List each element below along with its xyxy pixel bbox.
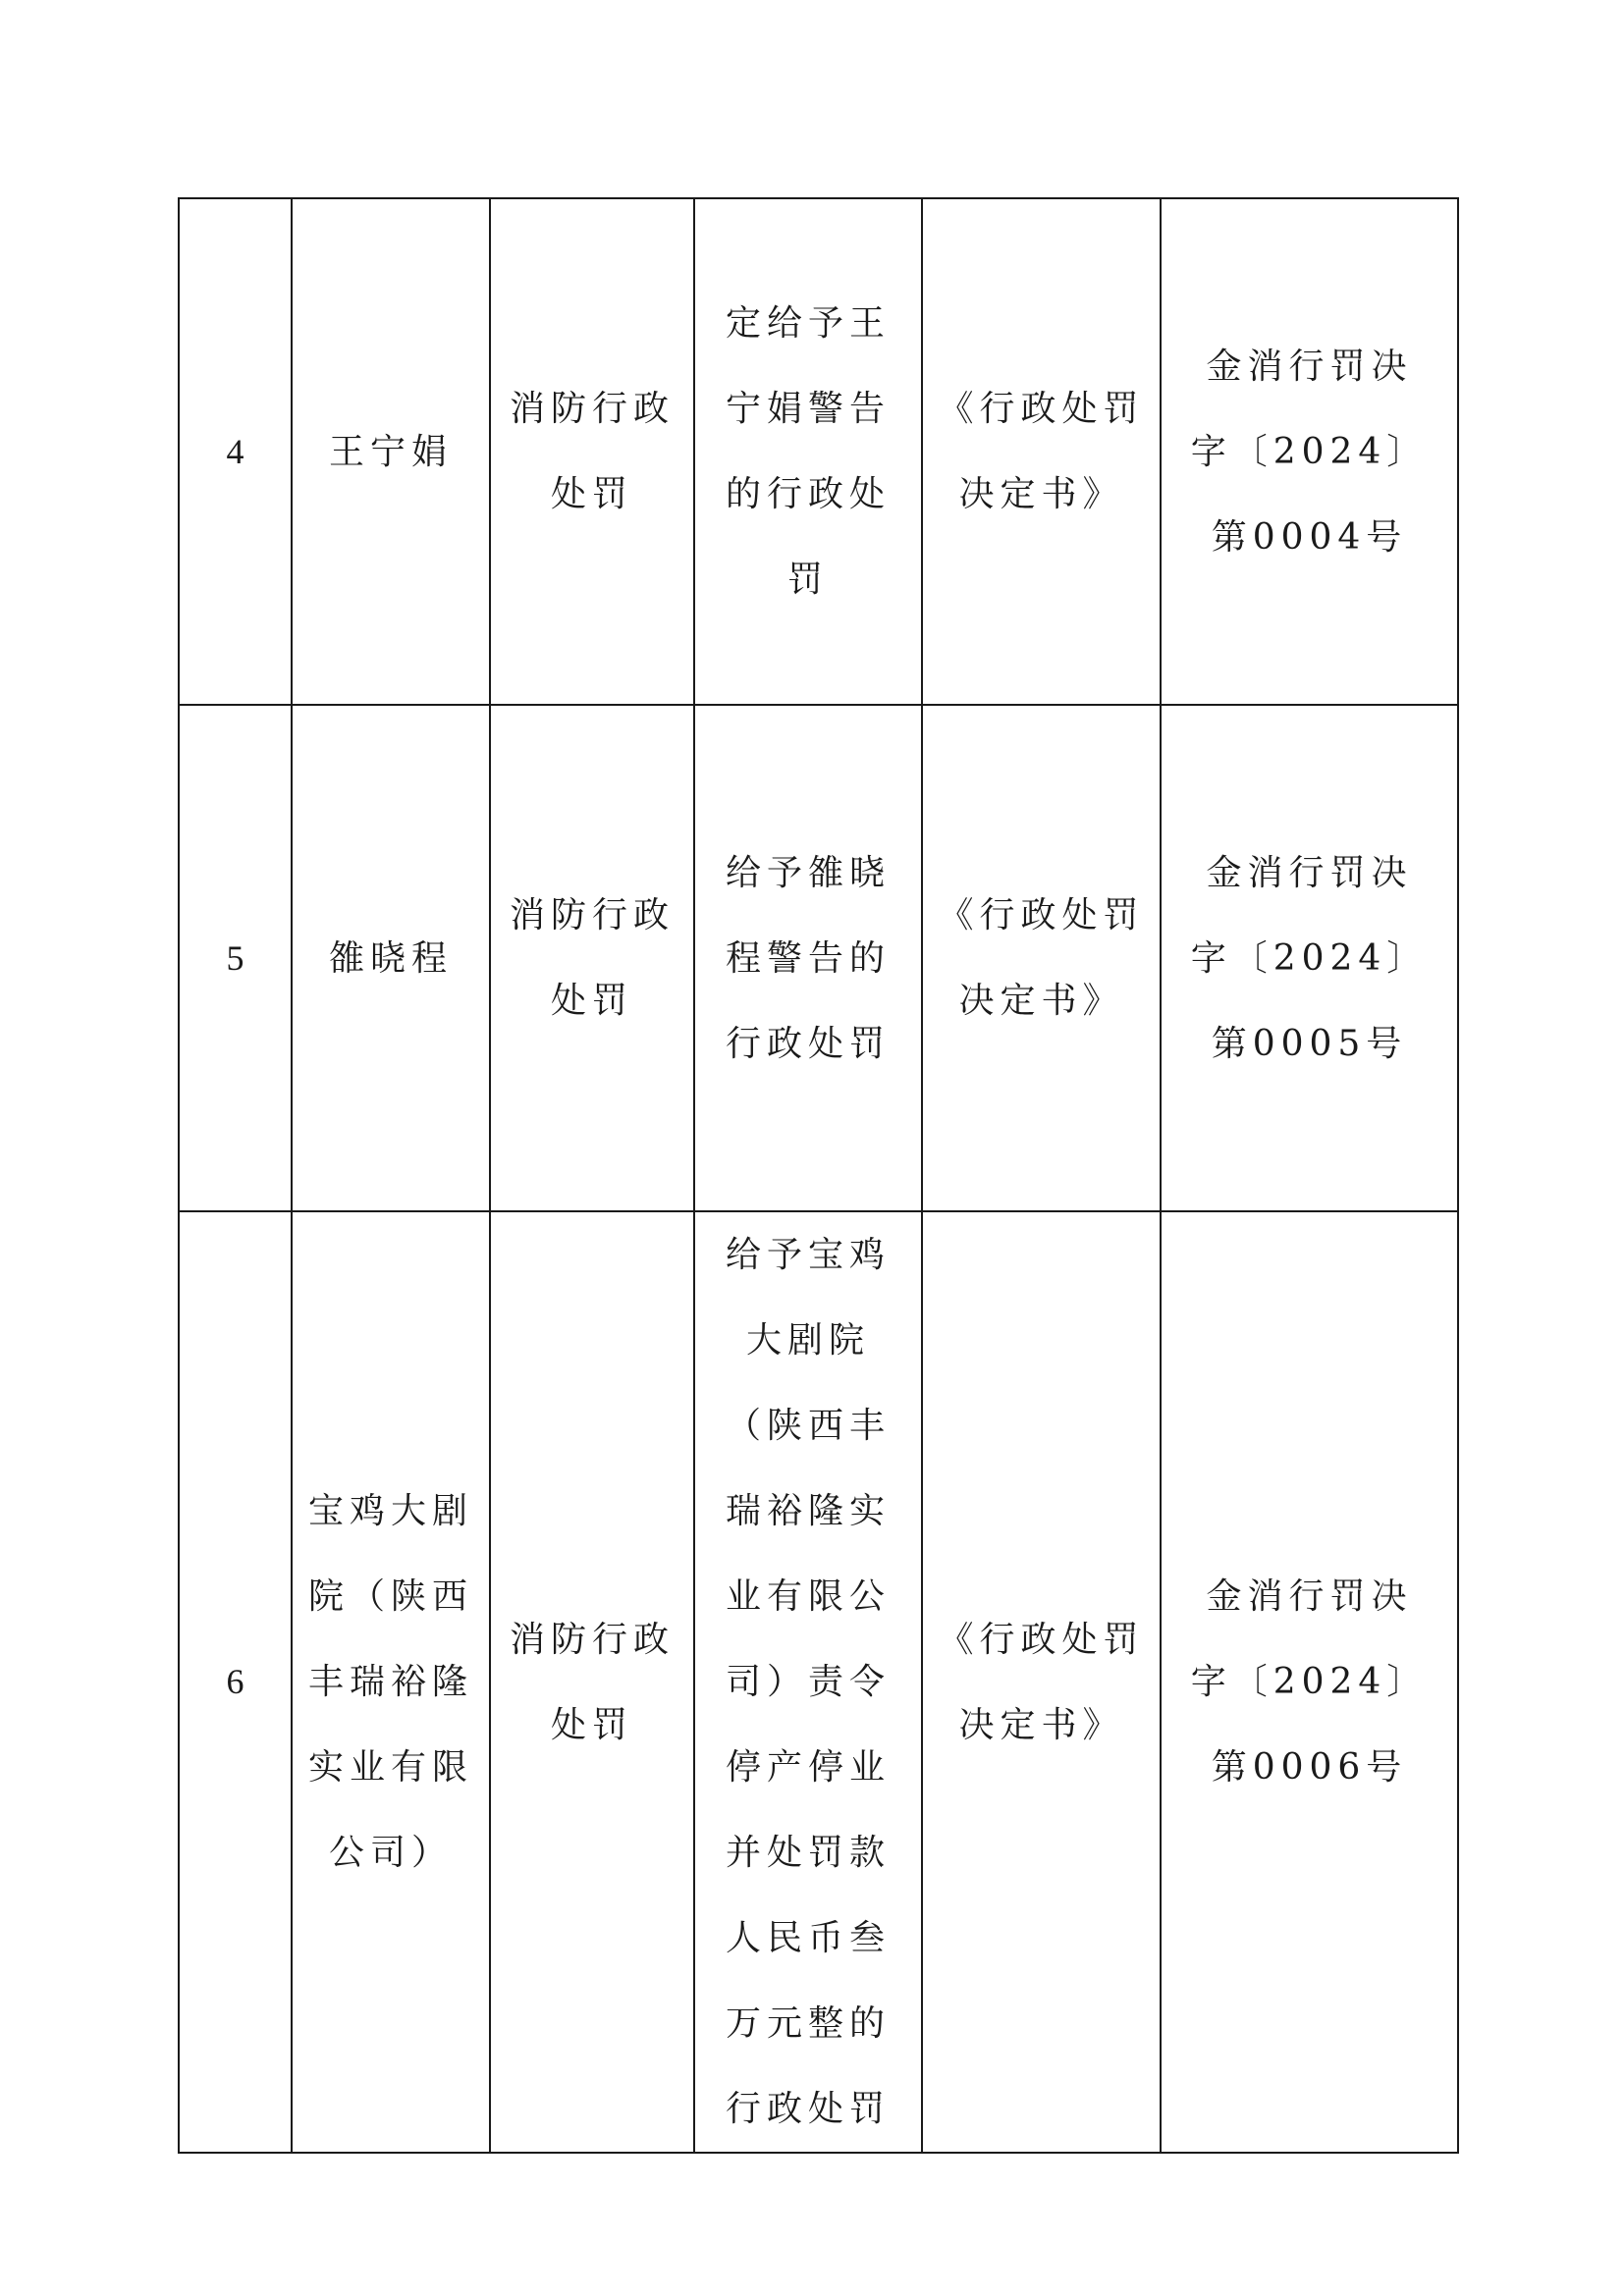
document-type: 《行政处罚决定书》 <box>922 1211 1161 2153</box>
document-type: 《行政处罚决定书》 <box>922 705 1161 1211</box>
penalty-content: 给予雒晓程警告的行政处罚 <box>694 705 922 1211</box>
penalty-content: 定给予王宁娟警告的行政处罚 <box>694 198 922 705</box>
row-number: 6 <box>179 1211 292 2153</box>
penalty-category: 消防行政处罚 <box>490 705 694 1211</box>
row-number: 5 <box>179 705 292 1211</box>
table-row <box>179 705 1458 1211</box>
party-name: 雒晓程 <box>292 705 490 1211</box>
document-number: 金消行罚决字〔2024〕第0006号 <box>1161 1211 1458 2153</box>
penalty-category: 消防行政处罚 <box>490 198 694 705</box>
penalty-content: 给予宝鸡大剧院（陕西丰瑞裕隆实业有限公司）责令停产停业并处罚款人民币叁万元整的行政处罚 <box>694 1211 922 2153</box>
penalty-records-table <box>178 197 1459 2154</box>
document-number: 金消行罚决字〔2024〕第0005号 <box>1161 705 1458 1211</box>
penalty-category: 消防行政处罚 <box>490 1211 694 2153</box>
party-name: 王宁娟 <box>292 198 490 705</box>
table-row <box>179 1211 1458 2153</box>
row-number: 4 <box>179 198 292 705</box>
document-type: 《行政处罚决定书》 <box>922 198 1161 705</box>
party-name: 宝鸡大剧院（陕西丰瑞裕隆实业有限公司） <box>292 1211 490 2153</box>
document-number: 金消行罚决字〔2024〕第0004号 <box>1161 198 1458 705</box>
table-row <box>179 198 1458 705</box>
